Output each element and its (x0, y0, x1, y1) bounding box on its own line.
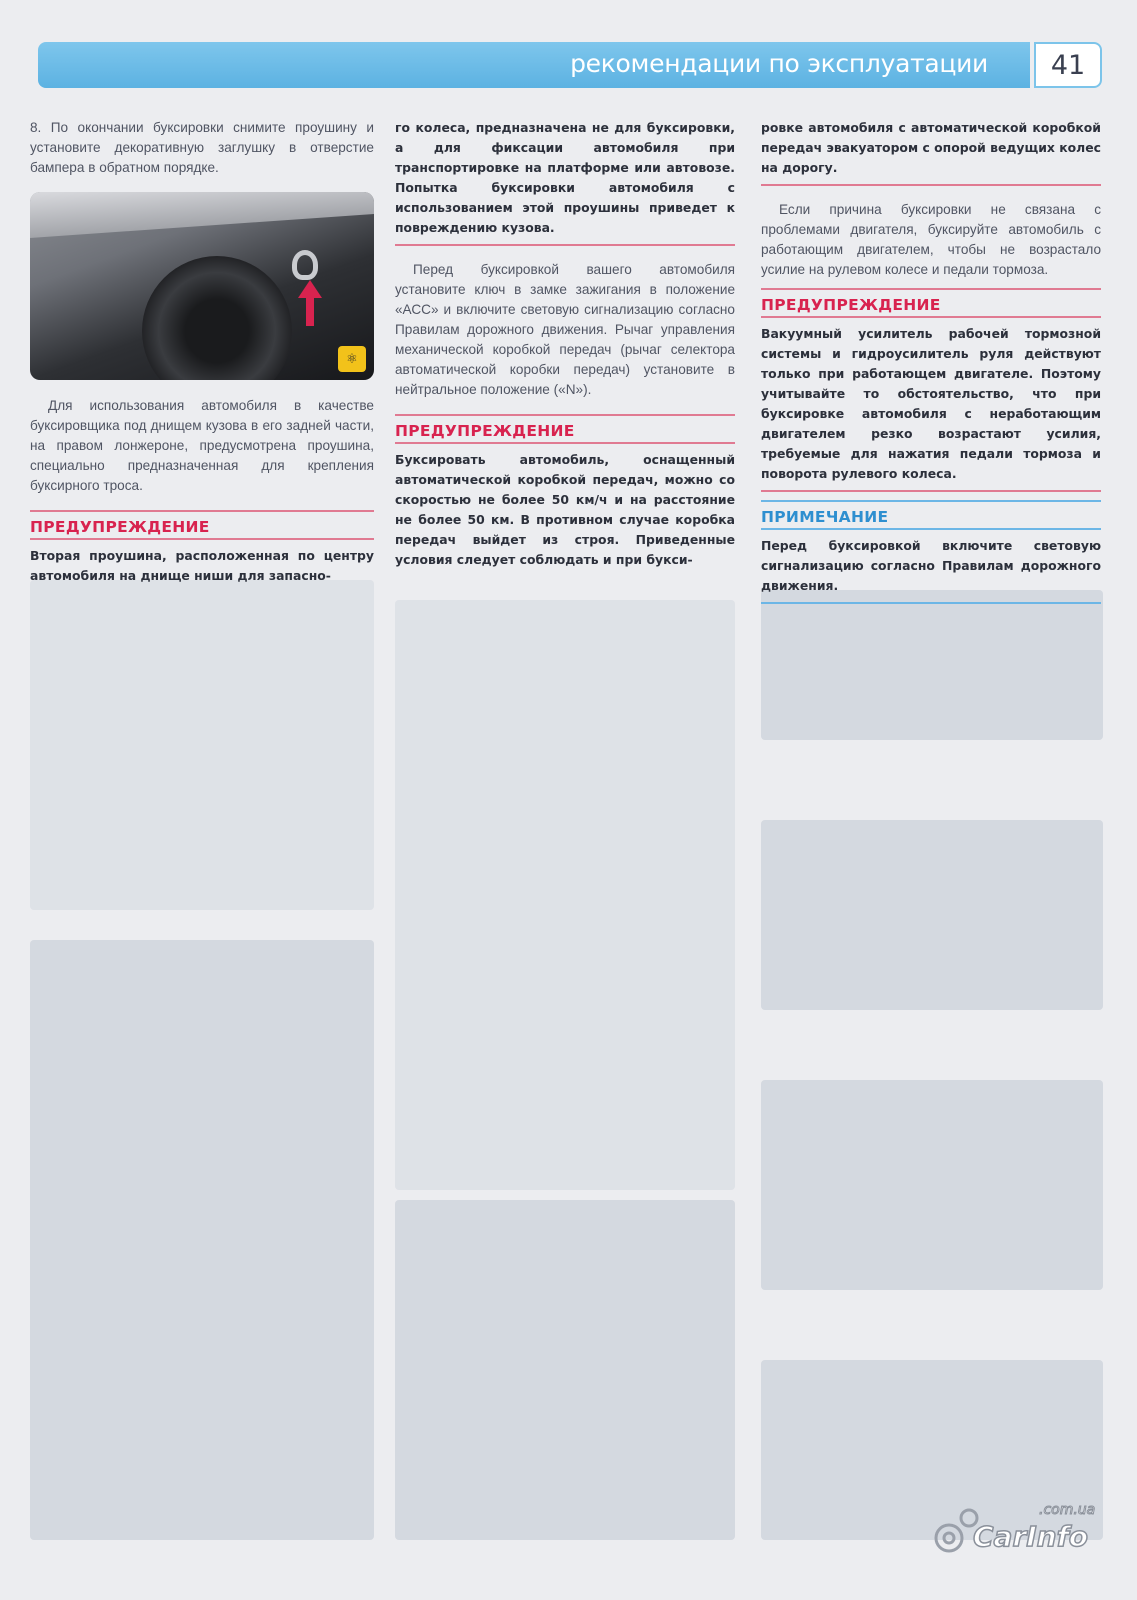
watermark-brand: CarInfo (973, 1520, 1089, 1553)
column-2 (395, 118, 735, 570)
engine-running-text: Если причина буксировки не связана с проблемами двигателя, буксируйте автомобиль с работающим двигателем, чтобы не возрастало усилие на рулевом колесе и педали тормоза. (761, 202, 1101, 277)
warning-heading: ПРЕДУПРЕЖДЕНИЕ (395, 414, 735, 444)
step-8-text: 8. По окончании буксировки снимите проушину и установите декоративную заглушку в отверстие бампера в обратном порядке. (30, 120, 374, 175)
warning-text: Буксировать автомобиль, оснащенный автоматической коробкой передач, можно со скоростью не более 50 км/ч и на расстояние не более 50 км. В противном случае коробка передач выйдет из строя. Приведенные условия следует соблюдать и при букси- (395, 452, 735, 567)
towing-preparation-text: Перед буксировкой вашего автомобиля установите ключ в замке зажигания в положение «АСС» и включите световую сигнализацию согласно Правилам дорожного движения. Рычаг управления механической коробкой передач (рычаг селектора автоматической коробки передач) установите в нейтральное положение («N»). (395, 262, 735, 397)
bleed-through-area (395, 1200, 735, 1540)
carinfo-watermark (921, 1500, 1111, 1564)
rear-towing-eye-text: Для использования автомобиля в качестве буксировщика под днищем кузова в его задней части, на правом лонжероне, предусмотрена проушина, специально предназначенная для крепления буксирного троса. (30, 398, 374, 493)
bleed-through-area (761, 1080, 1103, 1290)
warning-text-continued: го колеса, предназначена не для буксировки, а для фиксации автомобиля при транспортировке на платформе или автовозе. Попытка буксировки автомобиля с использованием этой проушины приведет к повреждению кузова. (395, 120, 735, 235)
warning-heading: ПРЕДУПРЕЖДЕНИЕ (30, 510, 374, 540)
bleed-through-area (761, 590, 1103, 740)
warning-text: Вторая проушина, расположенная по центру автомобиля на днище ниши для запасно- (30, 548, 374, 583)
bleed-through-area (30, 940, 374, 1540)
warning-heading: ПРЕДУПРЕЖДЕНИЕ (761, 288, 1101, 318)
warning-text: Вакуумный усилитель рабочей тормозной системы и гидроусилитель руля действуют только при работающем двигателе. Поэтому учитывайте то обстоятельство, что при буксировке автомобиля с неработающим двигателем резко возрастают усилия, требуемые для нажатия педали тормоза и поворота рулевого колеса. (761, 326, 1101, 481)
red-arrow-shaft (306, 296, 314, 326)
section-title: рекомендации по эксплуатации (570, 49, 988, 78)
bleed-through-area (761, 820, 1103, 1010)
note-heading: ПРИМЕЧАНИЕ (761, 500, 1101, 530)
bleed-through-area (395, 600, 735, 1190)
note-divider (761, 602, 1101, 604)
page-number: 41 (1030, 42, 1102, 88)
towing-hook-icon: ⚛ (338, 346, 366, 372)
bumper-shape (30, 192, 374, 238)
section-header-band (38, 42, 1038, 88)
column-1 (30, 118, 374, 586)
bleed-through-area (30, 580, 374, 910)
note-text: Перед буксировкой включите световую сигнализацию согласно Правилам дорожного движения. (761, 538, 1101, 593)
column-3 (761, 118, 1101, 604)
towing-eye-photo (30, 192, 374, 380)
tire-shape (142, 256, 292, 380)
towing-eye-shape (292, 250, 318, 280)
watermark-domain: .com.ua (1039, 1502, 1096, 1518)
warning-text-continued: ровке автомобиля с автоматической коробкой передач эвакуатором с опорой ведущих колес на дорогу. (761, 120, 1101, 175)
